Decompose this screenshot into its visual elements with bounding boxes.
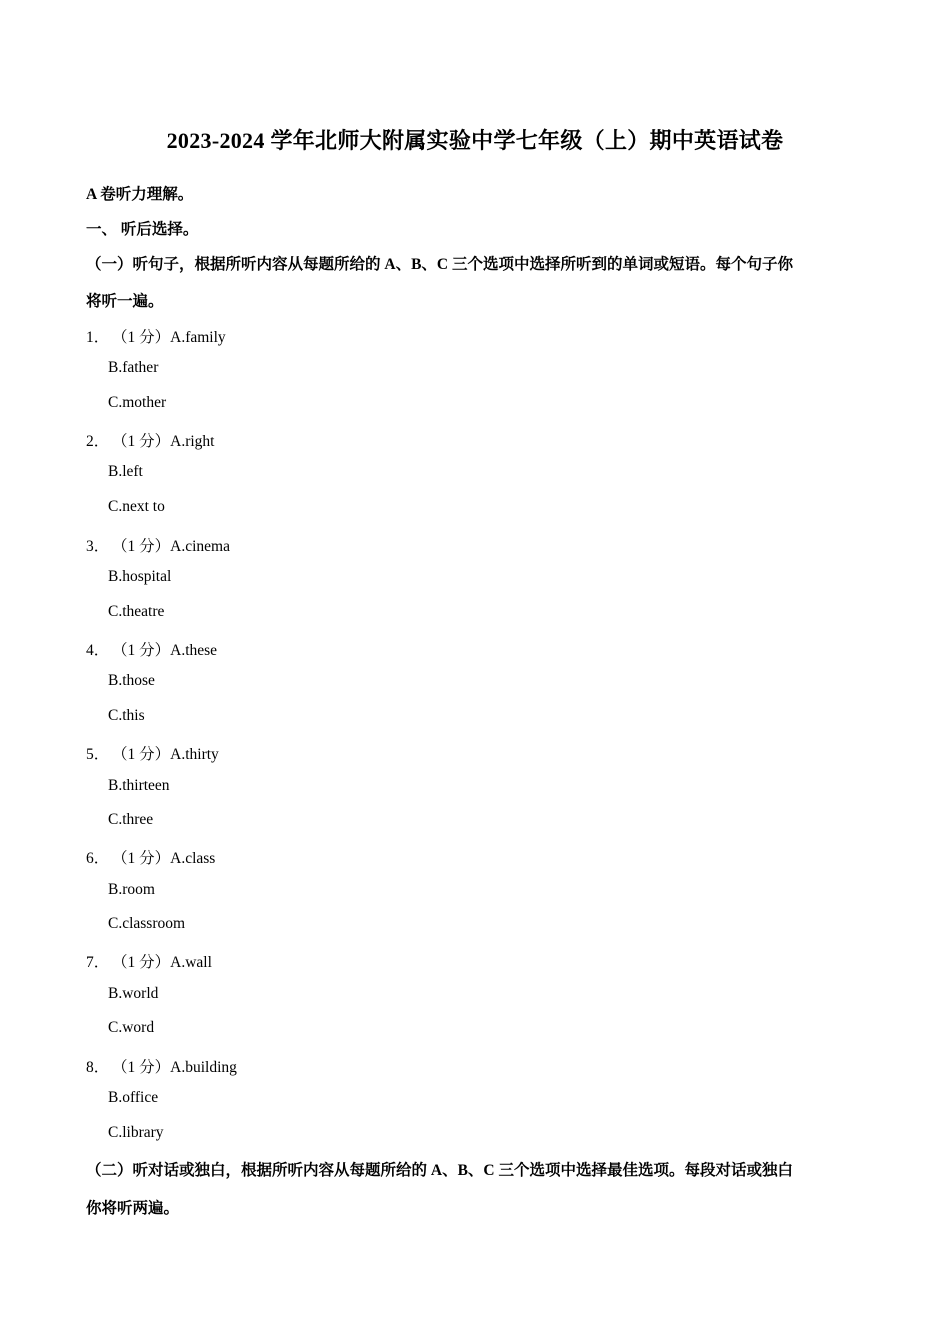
option-a: A.these [170,642,218,659]
question-8 [86,1055,237,1077]
question-score: （1 分） [112,642,171,659]
option-b: B.left [108,463,143,480]
sub-section-one-instructions-line2: 将听一遍。 [86,293,164,310]
option-a: A.building [170,1059,237,1076]
option-b: B.office [108,1089,159,1106]
page-title: 2023-2024 学年北师大附属实验中学七年级（上）期中英语试卷 [166,128,784,153]
question-number: 7． [86,954,110,971]
question-number: 8． [86,1059,110,1076]
question-score: （1 分） [112,329,171,346]
option-c: C.mother [108,394,167,411]
question-number: 3． [86,538,110,555]
option-c: C.classroom [108,915,186,932]
option-b: B.hospital [108,568,172,585]
part-one-heading: 一、 听后选择。 [86,221,199,238]
question-score: （1 分） [112,850,171,867]
option-c: C.theatre [108,603,165,620]
question-number: 2． [86,433,110,450]
question-number: 4． [86,642,110,659]
option-a: A.cinema [170,538,230,555]
sub-section-one-instructions-line1: （一）听句子，根据所听内容从每题所给的 A、B、C 三个选项中选择所听到的单词或短语。每个句子你 [86,256,793,273]
option-b: B.father [108,359,159,376]
question-7 [86,950,212,972]
question-6 [86,846,215,868]
option-a: A.wall [170,954,212,971]
question-score: （1 分） [112,433,171,450]
option-b: B.thirteen [108,777,170,794]
sub-section-two-instructions-line1: （二）听对话或独白，根据所听内容从每题所给的 A、B、C 三个选项中选择最佳选项。每段对话或独白 [86,1162,793,1179]
option-b: B.room [108,881,155,898]
question-4 [86,638,217,660]
option-b: B.those [108,672,155,689]
option-a: A.class [170,850,216,867]
option-c: C.three [108,811,154,828]
option-a: A.family [170,329,226,346]
question-1 [86,325,226,347]
option-c: C.this [108,707,145,724]
sub-section-two-instructions-line2: 你将听两遍。 [86,1200,180,1217]
option-c: C.library [108,1124,164,1141]
question-number: 5． [86,746,110,763]
question-number: 6． [86,850,110,867]
option-c: C.word [108,1019,155,1036]
option-a: A.right [170,433,215,450]
question-3 [86,534,230,556]
question-score: （1 分） [112,954,171,971]
option-c: C.next to [108,498,165,515]
option-b: B.world [108,985,159,1002]
question-number: 1． [86,329,110,346]
question-score: （1 分） [112,746,171,763]
question-score: （1 分） [112,1059,171,1076]
question-2 [86,429,214,451]
option-a: A.thirty [170,746,219,763]
question-5 [86,742,219,764]
section-a-heading: A 卷听力理解。 [86,186,194,203]
question-score: （1 分） [112,538,171,555]
